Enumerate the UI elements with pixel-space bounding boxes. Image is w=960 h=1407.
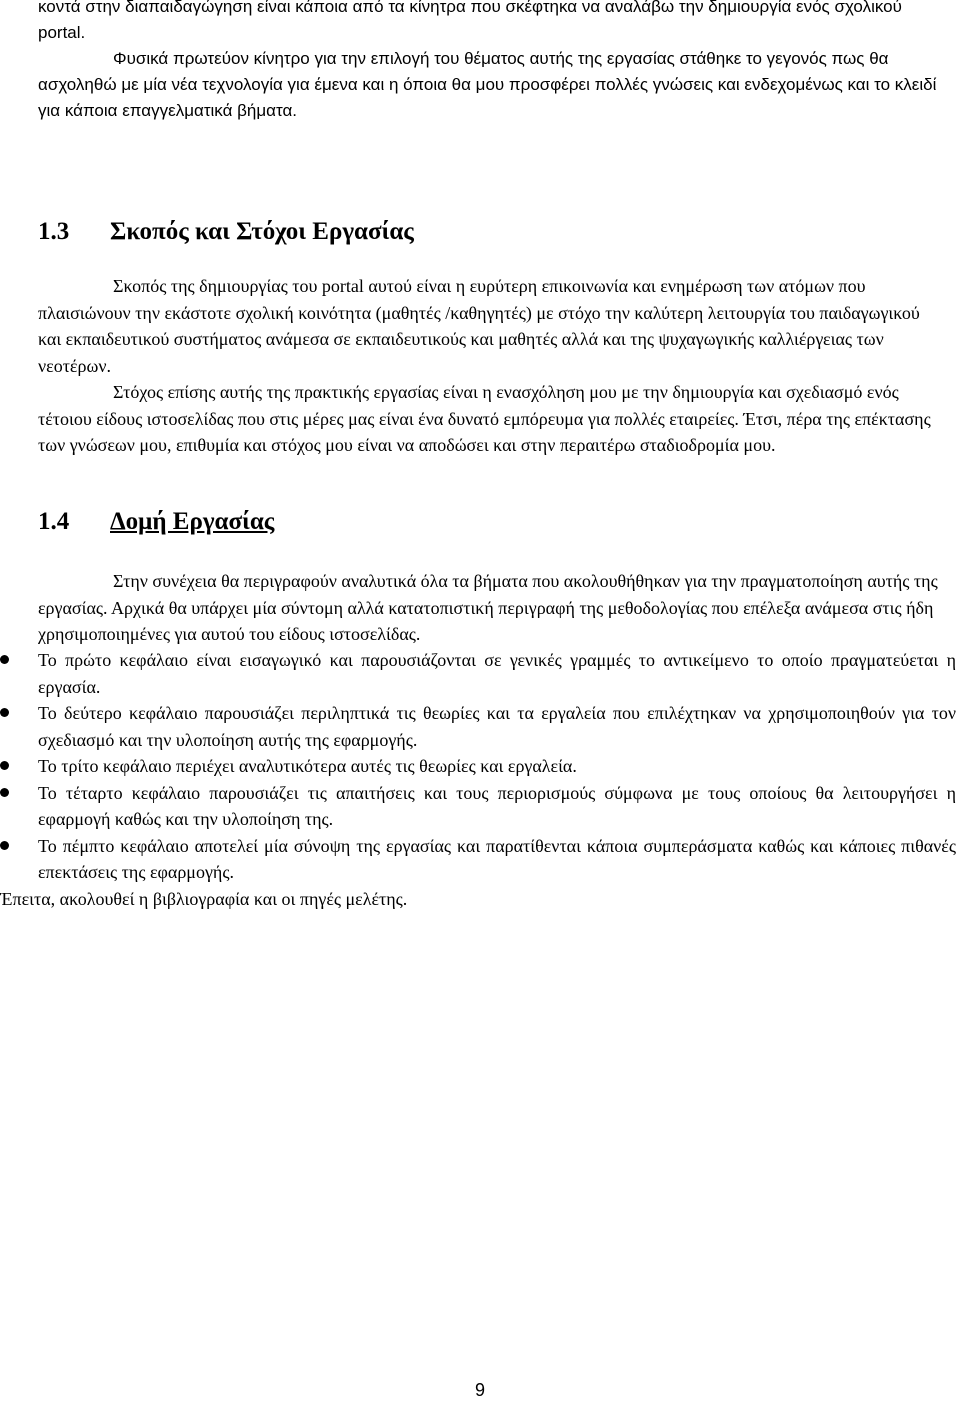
- list-item: [0, 647, 956, 700]
- list-item: [0, 833, 956, 886]
- section-1-4-title: Δομή Εργασίας: [110, 508, 275, 535]
- intro-paragraph-2: Φυσικά πρωτεύον κίνητρο για την επιλογή του θέματος αυτής της εργασίας στάθηκε το γεγονός πως θα ασχοληθώ με μία νέα τεχνολογία για έμενα και η όποια θα μου προσφέρει πολλές γνώσεις και ενδεχομένως και το κλειδί για κάποια επαγγελματικά βήματα.: [38, 49, 937, 120]
- section-1-4-number: 1.4: [38, 508, 70, 535]
- section-1-3-number: 1.3: [38, 218, 70, 245]
- chapter-list: [0, 647, 956, 886]
- intro-block: [38, 0, 948, 124]
- chapter-list-block: [0, 647, 956, 912]
- section-1-4-body: [38, 568, 956, 648]
- list-item: [0, 700, 956, 753]
- list-item: [0, 780, 956, 833]
- page-number: 9: [474, 1380, 485, 1400]
- bullet-icon: [0, 761, 9, 770]
- bullet-icon: [0, 841, 9, 850]
- list-item-text: Το πέμπτο κεφάλαιο αποτελεί μία σύνοψη της εργασίας και παρατίθενται κάποια συμπεράσματα καθώς και κάποιες πιθανές επεκτάσεις της εφαρμογής.: [38, 835, 956, 882]
- list-item-text: Το τρίτο κεφάλαιο περιέχει αναλυτικότερα αυτές τις θεωρίες και εργαλεία.: [38, 756, 577, 776]
- bullet-icon: [0, 788, 9, 797]
- intro-paragraph-1: κοντά στην διαπαιδαγώγηση είναι κάποια από τα κίνητρα που σκέφτηκα να αναλάβω την δημιουργία ενός σχολικού portal.: [38, 0, 902, 42]
- list-item-text: Το πρώτο κεφάλαιο είναι εισαγωγικό και παρουσιάζονται σε γενικές γραμμές το αντικείμενο το οποίο πραγματεύεται η εργασία.: [38, 650, 956, 697]
- section-1-3-paragraph-1: Σκοπός της δημιουργίας του portal αυτού είναι η ευρύτερη επικοινωνία και ενημέρωση των ατόμων που πλαισιώνουν την εκάστοτε σχολική κοινότητα (μαθητές /καθηγητές) με στόχο την καλύτερη λειτουργία του παιδαγωγικού και εκπαιδευτικού συστήματος ανάμεσα σε εκπαιδευτικούς και μαθητές αλλά και της ψυχαγωγικής καλλιέργειας των νεοτέρων.: [38, 276, 920, 376]
- section-1-3-heading: [38, 217, 414, 247]
- list-item: [0, 753, 956, 780]
- list-item-text: Το δεύτερο κεφάλαιο παρουσιάζει περιληπτικά τις θεωρίες και τα εργαλεία που επιλέχτηκαν να χρησιμοποιηθούν για τον σχεδιασμό και την υλοποίηση αυτής της εφαρμογής.: [38, 703, 956, 750]
- bullet-icon: [0, 708, 9, 717]
- section-1-3-paragraph-2: Στόχος επίσης αυτής της πρακτικής εργασίας είναι η ενασχόληση μου με την δημιουργία και σχεδιασμό ενός τέτοιου είδους ιστοσελίδας που στις μέρες μας είναι ένα δυνατό εμπόρευμα για πολλές εταιρείες. Έτσι, πέρα της επέκτασης των γνώσεων μου, επιθυμία και στόχος μου είναι να αποδώσει και στην περαιτέρω σταδιοδρομία μου.: [38, 382, 931, 455]
- closing-sentence: Έπειτα, ακολουθεί η βιβλιογραφία και οι πηγές μελέτης.: [0, 888, 408, 909]
- section-1-4-paragraph-1: Στην συνέχεια θα περιγραφούν αναλυτικά όλα τα βήματα που ακολουθήθηκαν για την πραγματοποίηση αυτής της εργασίας. Αρχικά θα υπάρχει μία σύντομη αλλά κατατοπιστική περιγραφή της μεθοδολογίας που επέλεξα ανάμεσα στις ήδη χρησιμοποιημένες για αυτού του είδους ιστοσελίδας.: [38, 571, 938, 644]
- section-1-3-body: [38, 273, 932, 459]
- list-item-text: Το τέταρτο κεφάλαιο παρουσιάζει τις απαιτήσεις και τους περιορισμούς σύμφωνα με τους οποίους θα λειτουργήσει η εφαρμογή καθώς και την υλοποίηση της.: [38, 782, 956, 829]
- section-1-3-title: Σκοπός και Στόχοι Εργασίας: [110, 218, 414, 245]
- section-1-4-heading: [38, 507, 274, 537]
- bullet-icon: [0, 655, 9, 664]
